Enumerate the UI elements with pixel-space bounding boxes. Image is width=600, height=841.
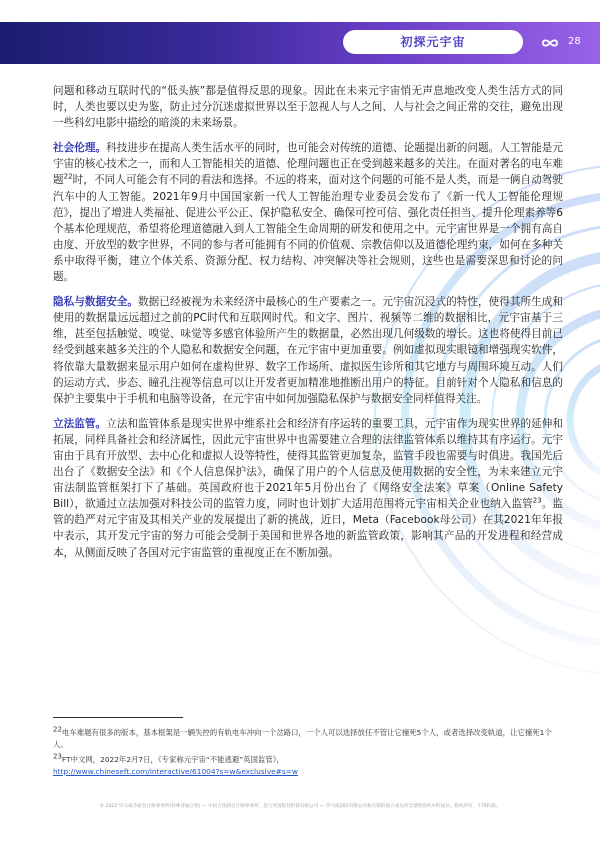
copyright-line: © 2022 毕马威华振会计师事务所(特殊普通合伙) — 中国合伙制会计师事务所，是与英国私营担保有限公司 — 毕马威国际有限公司相关联的独立成员所全球性组织中的成员。版权所有，不得转载。 (99, 804, 501, 809)
paragraph-social-ethics-text-a: 科技进步在提高人类生活水平的同时，也可能会对传统的道德、论题提出新的问题。人工智能是元宇宙的核心技术之一，而和人工智能相关的道德、伦理问题也正在受到越来越多的关注。在面对著名的电车难题 (53, 142, 564, 187)
keyword-social-ethics: 社会伦理。 (53, 142, 107, 155)
footnote-23-link[interactable]: http://www.chineseft.com/interactive/61004?s=w&exclusive#s=w (53, 767, 298, 776)
footnote-23-text: FT中文网，2022年2月7日，《专家称元宇宙“不能逃避”英国监管》， (61, 755, 284, 764)
keyword-regulation: 立法监管。 (53, 417, 107, 430)
paragraph-social-ethics-text-b: 时，不同人可能会有不同的看法和选择。不远的将来，面对这个问题的可能不是人类，而是一俩自动驾驶汽车中的人工智能。2021年9月中国国家新一代人工智能治理专业委员会发布了《新一代人工智能伦理规范》，提出了增进人类福祉、促进公平公正、保护隐私安全、确保可控可信、强化责任担当、提升伦理素养等6个基本伦理规范，希望将伦理道德融入到人工智能全生命周期的研发和使用之中。元宇宙世界是一个拥有高自由度、开放型的数字世界，不同的参与者可能拥有不同的价值观、宗教信仰以及道德伦理约束，如何在多种关系中取得平衡，建立个体关系、资源分配、权力结构、冲突解决等社会规则，这些也是需要深思和讨论的问题。 (53, 174, 564, 284)
footnote-ref-22[interactable]: 22 (63, 172, 73, 181)
keyword-privacy: 隐私与数据安全。 (53, 296, 139, 309)
footnote-22 (53, 727, 563, 751)
paragraph-privacy (53, 294, 563, 407)
footnote-23 (53, 754, 563, 778)
footnote-ref-23[interactable]: 23 (532, 496, 542, 505)
infinity-logo-icon (540, 33, 560, 53)
section-title: 初探元宇宙 (400, 35, 466, 49)
body-text (53, 83, 563, 570)
page-number: 28 (568, 36, 581, 47)
footnote-divider (53, 717, 183, 718)
paragraph-regulation-text-b: 。监管的趋严对元宇宙及其相关产业的发展提出了新的挑战，近日，Meta（Facebook母公司）在其2021年年报中表示，其开发元宇宙的努力可能会受制于美国和世界各地的新监管政策，影响其产品的开发进程和经营成本，从侧面反映了各国对元宇宙监管的重视度正在不断加强。 (53, 498, 564, 559)
paragraph-regulation (53, 416, 563, 561)
footnote-23-number: 23 (53, 752, 62, 761)
paragraph-privacy-text: 数据已经被视为未来经济中最核心的生产要素之一。元宇宙沉浸式的特性，使得其所生成和使用的数据量远远超过之前的PC时代和互联网时代。和文字、图片、视频等二维的数据相比，元宇宙基于三维，甚至包括触觉、嗅觉、味觉等多感官体验所产生的数据量，必然出现几何级数的增长。这也将使得目前已经受到越来越多关注的个人隐私和数据安全问题，在元宇宙中更加重要。例如虚拟现实眼镜和增强现实软件，将依靠大量数据来显示用户如何在虚构世界、数字工作场所、虚拟医生诊所和其它地方与周围环境互动。人们的运动方式、步态、瞳孔注视等信息可以让开发者更加精准地推断出用户的特征。目前针对个人隐私和信息的保护主要集中于手机和电脑等设备，在元宇宙中如何加强隐私保护与数据安全同样值得关注。 (53, 296, 564, 405)
footnote-22-text: 电车难题有很多的版本，基本框架是一辆失控的有轨电车冲向一个岔路口，一个人可以选择放任不管让它撞死5个人，或者选择改变轨道，让它撞死1个人。 (53, 728, 552, 749)
paragraph-intro: 问题和移动互联时代的“低头族”都是值得反思的现象。因此在未来元宇宙悄无声息地改变人类生活方式的同时，人类也要以史为鉴，防止过分沉迷虚拟世界以至于忽视人与人之间、人与社会之间正常的交往，避免出现一些科幻电影中描绘的暗淡的未来场景。 (53, 85, 563, 130)
footnotes (53, 727, 563, 781)
footnote-22-number: 22 (53, 725, 62, 734)
paragraph-regulation-text-a: 立法和监管体系是现实世界中维系社会和经济有序运转的重要工具，元宇宙作为现实世界的延伸和拓展，同样具备社会和经济属性，因此元宇宙世界中也需要建立合理的法律监管体系以维持其有序运行。元宇宙由于具有开放型、去中心化和虚拟人设等特性，使得其监管更加复杂，监管手段也需要与时俱进。我国先后出台了《数据安全法》和《个人信息保护法》，确保了用户的个人信息及使用数据的安全性，为未来建立元宇宙法制监管框架打下了基础。英国政府也于2021年5月份出台了《网络安全法案》草案（Online Safety Bill），欲通过立法加强对科技公司的监管力度，同时也计划扩大适用范围将元宇宙相关企业也纳入监管 (53, 417, 564, 511)
paragraph-social-ethics (53, 140, 563, 285)
